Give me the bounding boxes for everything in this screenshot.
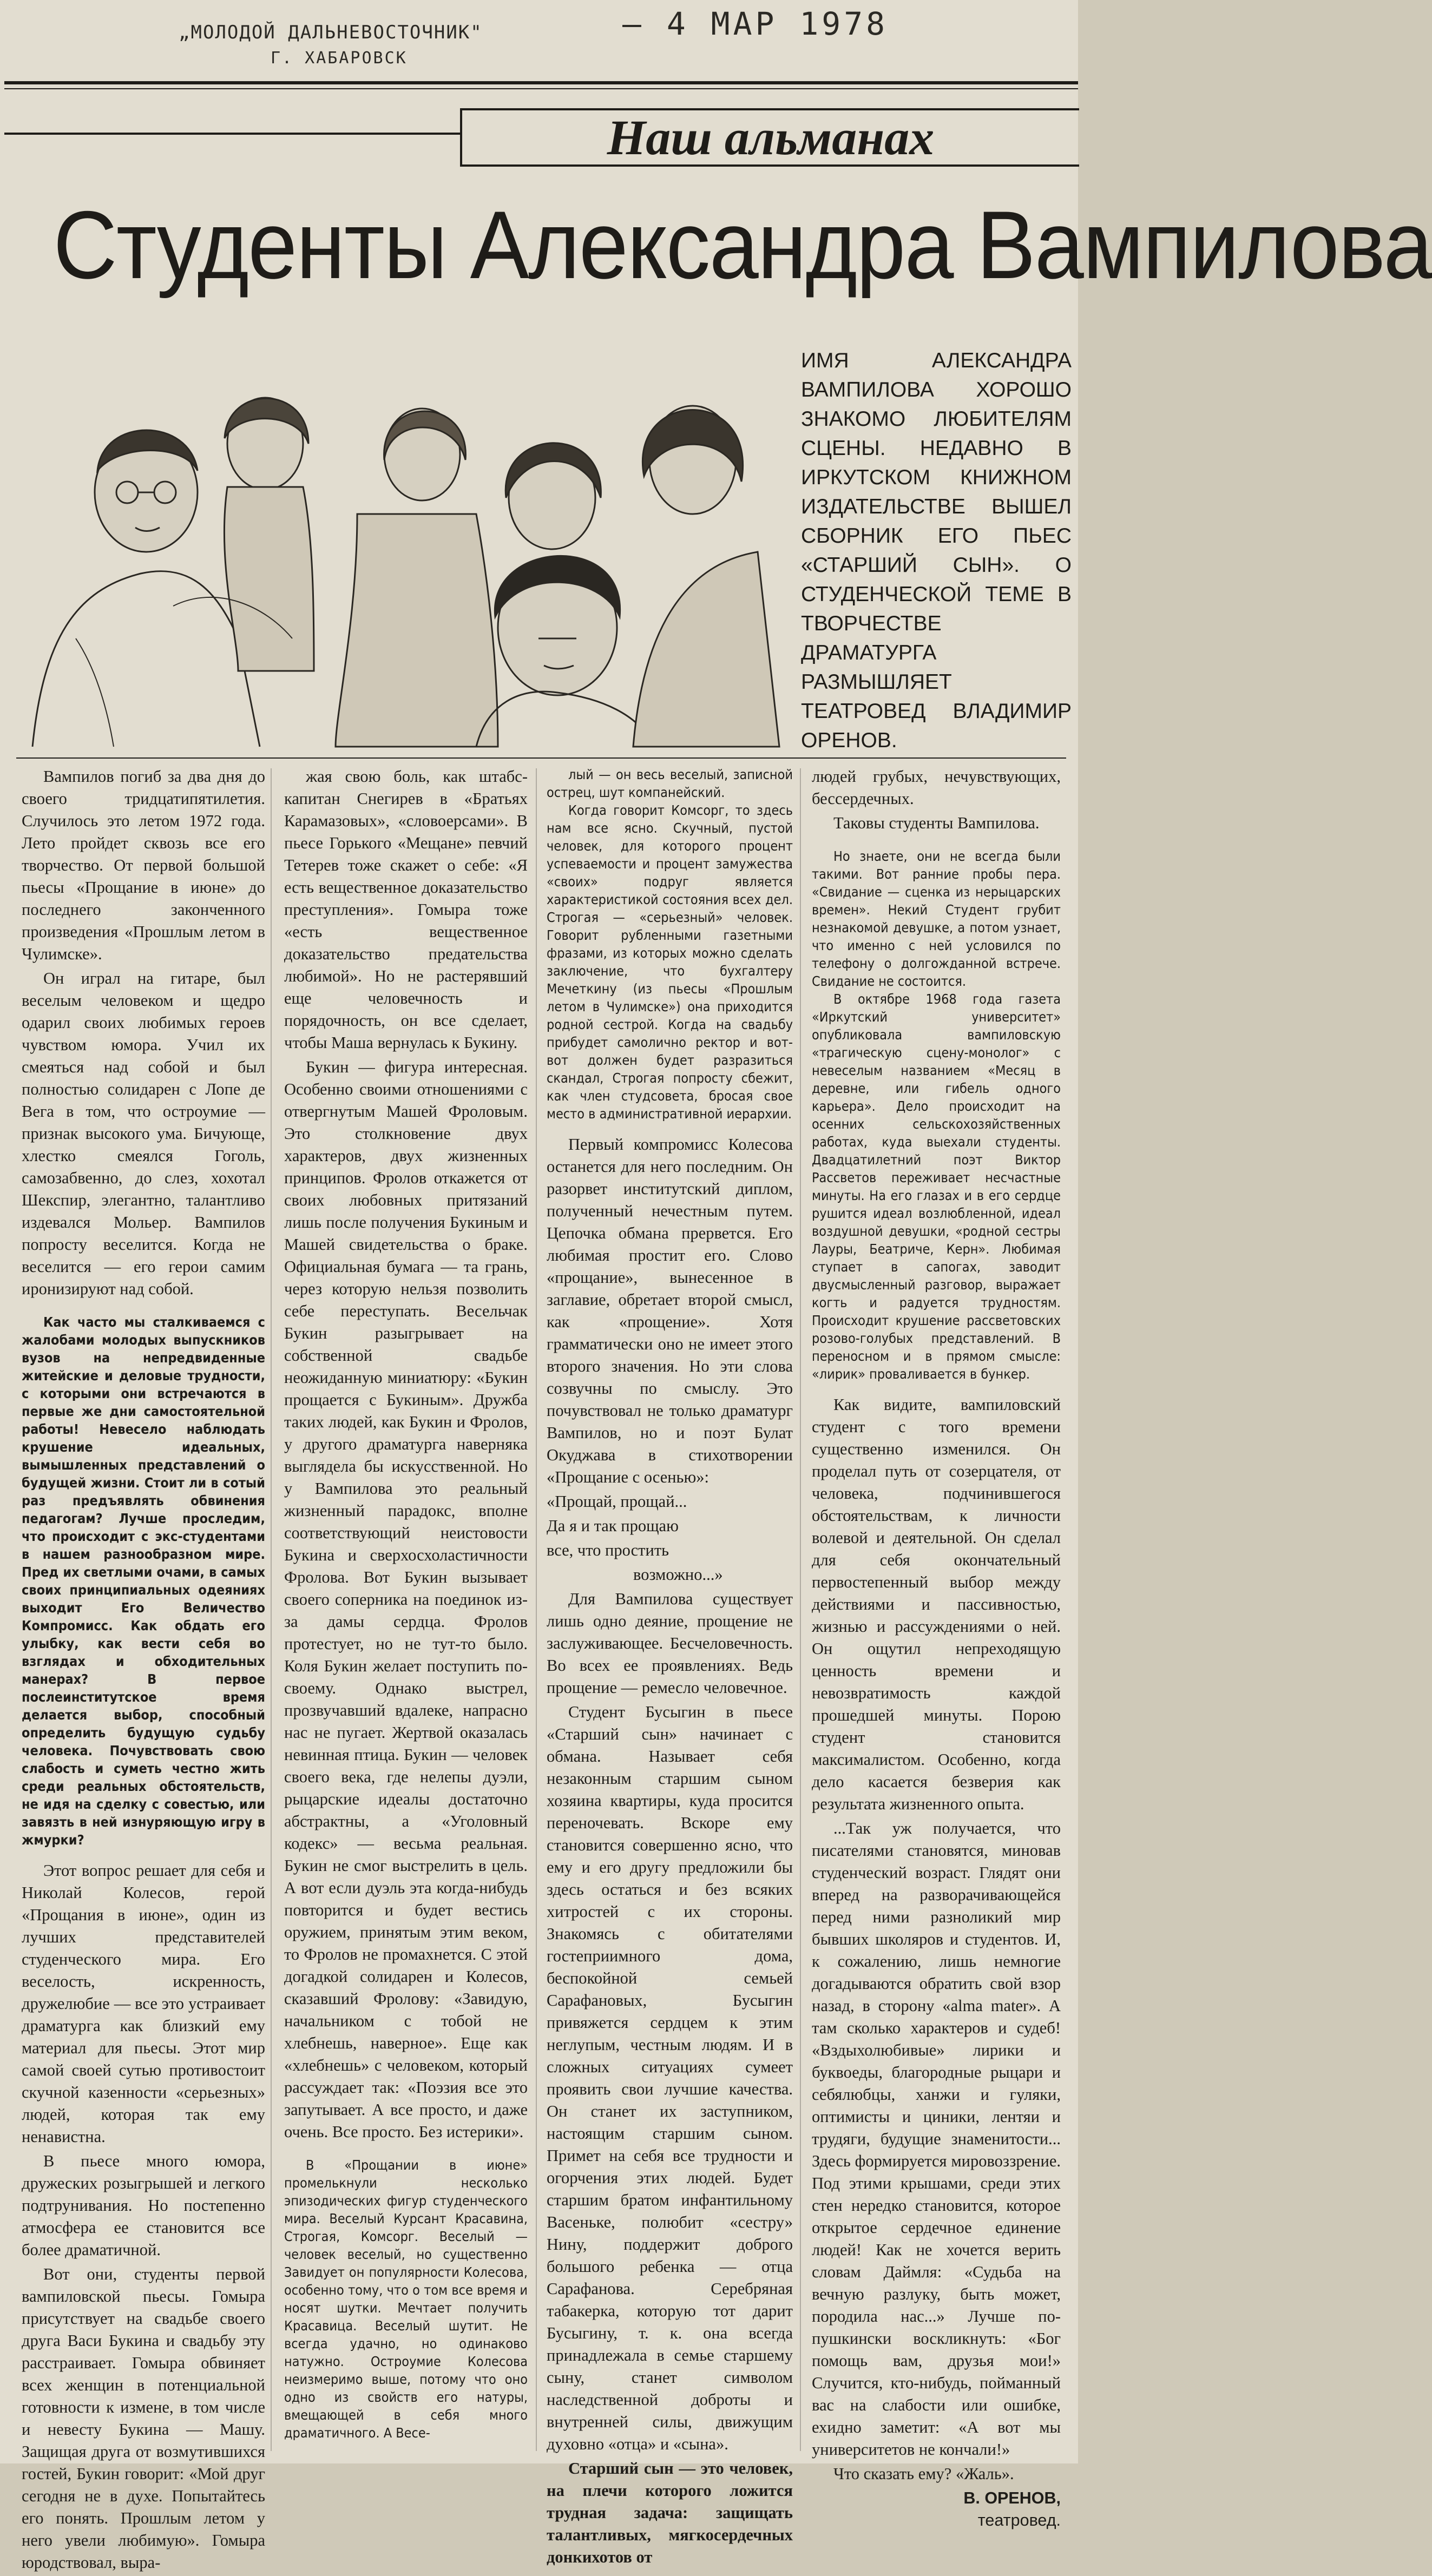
- section-rubric: Наш альманах: [460, 108, 1079, 167]
- inset-paragraph: Как часто мы сталкиваемся с жалобами молодых выпускников вузов на непредвиденные житейские и деловые трудности, с которыми они встречаются в первые же дни самостоятельной работы! Невесело наблюдать крушение идеальных, вымышленных представлений о будущей жизни. Стоит ли в сотый раз предъявлять обвинения педагогам? Лучше проследим, что происходит с экс-студентами в нашем разнообразном мире. Пред их светлыми очами, в самых своих принципиальных одеяниях выходит Его Величество Компромисс. Как обдать его улыбку, как вести себя во взглядах и обходительных манерах? В первое послеинститутское время делается выбор, способный определить будущую судьбу человека. Почувствовать свою слабость и суметь честно жить среди реальных обстоятельств, не идя на сделку с совестью, или завязть в ней изнуряющую игру в жмурки?: [22, 1314, 265, 1848]
- paragraph: В пьесе много юмора, дружеских розыгрышей и легкого подтрунивания. Но постепенно атмосфера ее становится все более драматичной.: [22, 2152, 265, 2259]
- verse-line: возможно...»: [633, 1565, 723, 1584]
- date-stamp: — 4 МАР 1978: [622, 5, 889, 42]
- paragraph: Вот они, студенты первой вампиловской пьесы. Гомыра присутствует на свадьбе своего друга Васи Букина и свадьбу эту расстраивает. Гомыра обвиняет всех женщин в потенциальной готовности к измене, в том числе и невесту Букина — Машу. Защищая друга от возмутившихся гостей, Букин говорит: «Мой друг сегодня не в духе. Попытайтесь его понять. Прошлым летом у него увели любимую». Гомыра юродствовал, выра-: [22, 2265, 265, 2572]
- newspaper-stamp: „МОЛОДОЙ ДАЛЬНЕВОСТОЧНИК": [179, 22, 483, 43]
- paragraph: Он играл на гитаре, был веселым человеком и щедро одарил своих любимых героев чувством юмора. Учил их смеяться над собой и был полностью солидарен с Лопе де Вега в том, что остроумие — признак высокого ума. Бичующе, хлестко смеялся Гоголь, самозабвенно, до слез, хохотал Шекспир, элегантно, талантливо издевался Мольер. Вампилов попросту веселится. Когда не веселится — его герои самим иронизируют над собой.: [22, 969, 265, 1298]
- column-2: [284, 766, 528, 2442]
- paragraph: Этот вопрос решает для себя и Николай Колесов, герой «Прощания в июне», один из лучших представителей студенческого мира. Его веселость, искренность, дружелюбие — все это устраивает драматурга как близкий ему материал для пьесы. Этот мир самой своей сутью противостоит скучной казенности «серьезных» людей, которая так ему ненавистна.: [22, 1861, 265, 2146]
- paragraph: Старший сын — это человек, на плечи которого ложится трудная задача: защищать талантливых, мягкосердечных донкихотов от: [547, 2459, 793, 2566]
- column-3: [547, 766, 793, 2571]
- verse-line: Да я и так прощаю: [547, 1517, 679, 1535]
- paragraph: ...Так уж получается, что писателями становятся, миновав студенческий возраст. Глядят они вперед на разворачивающейся перед ними разноликий мир бывших школяров и студентов. И, к сожалению, лишь немногие догадываются обратить свой взор назад, в сторону «alma mater». А там сколько характеров и судеб! «Вздыхолюбивые» лирики и буквоеды, благородные рыцари и себялюбцы, ханжи и гуляки, оптимисты и циники, лентяи и трудяги, будущие знаменитости... Здесь формируется мировоззрение. Под этими крышами, среди этих стен нередко становится, которое открытое сердечное единение людей! Как не хочется верить словам Даймля: «Судьба на вечную разлуку, быть может, породила нас...» Лучше по-пушкински воскликнуть: «Бог помощь вам, друзья мои!» Случится, кто-нибудь, пойманный вас на слабости или ошибке, ехидно заметит: «А вот мы университетов не кончали!»: [812, 1819, 1061, 2459]
- column-4: [812, 766, 1061, 2532]
- rubric-rule: [4, 133, 460, 135]
- column-1: [22, 766, 265, 2576]
- paragraph: Что сказать ему? «Жаль».: [833, 2465, 1014, 2483]
- paragraph: Таковы студенты Вампилова.: [833, 814, 1040, 832]
- verse-line: все, что простить: [547, 1541, 669, 1559]
- inset-paragraph: В «Прощании в июне» промелькнули несколько эпизодических фигур студенческого мира. Веселый Курсант Красавина, Строгая, Комсорг. Веселый — человек веселый, но существенно Завидует он популярности Колесова, особенно тому, что о том все время и носят шутки. Мечтает получить Красавица. Веселый шутит. Не всегда удачно, но одинаково натужно. Остроумие Колесова неизмеримо выше, потому что оно одно из свойств его натуры, вмещающей в себя много драматичного. А Весе-: [284, 2157, 528, 2441]
- paragraph: Букин — фигура интересная. Особенно своими отношениями с отвергнутым Машей Фроловым. Это столкновение двух характеров, двух жизненных принципов. Фролов откажется от своих любовных притязаний лишь после получения Букиным и Машей свидетельства о браке. Официальная бумага — та грань, через которую нельзя позволить себе переступать. Весельчак Букин разыгрывает на собственной свадьбе неожиданную миниатюру: «Букин прощается с Букиным». Дружба таких людей, как Букин и Фролов, у другого драматурга наверняка выглядела бы искусственной. Но у Вампилова это реальный жизненный парадокс, вполне соответствующий неистовости Букина и сверхосхоластичности Фролова. Вот Букин вызывает своего соперника на поединок из-за дамы сердца. Фролов протестует, но не тут-то было. Коля Букин желает поступить по-своему. Однако выстрел, прозвучавший вдалеке, напрасно нас не пугает. Жертвой оказалась невинная птица. Букин — человек своего века, где нелепы дуэли, рыцарские идеалы достаточно абстрактны, а «Уголовный кодекс» — весьма реальная. Букин не смог выстрелить в цель. А вот если дуэль эта когда-нибудь повторится и будет вестись оружием, принятым этим веком, то Фролов не промахнется. С этой догадкой солидарен и Колесов, сказавший Фролову: «Завидую, начальником с тобой не хлебнешь, наверное». Еще как «хлебнешь» с человеком, который рассуждает так: «Поэзия все это запутывает. А все просто, и даже очень. Все просто. Без истерики».: [284, 1058, 528, 2141]
- author-signature: В. ОРЕНОВ,: [963, 2489, 1061, 2507]
- paragraph: Как видите, вампиловский студент с того времени существенно изменился. Он проделал путь от созерцателя, от человека, подчинившегося обстоятельствам, к личности волевой и деятельной. Он сделал для себя окончательный первостепенный выбор между действиями и пассивностью, жизнью и рассуждениями о ней. Он ощутил непреходящую ценность времени и невозвратимость каждой прошедшей минуты. Порою студент становится максималистом. Особенно, когда дело касается безверия как результата жизненного опыта.: [812, 1395, 1061, 1813]
- top-rule-thin: [4, 88, 1078, 89]
- paragraph: Вампилов погиб за два дня до своего тридцатипятилетия. Случилось это летом 1972 года. Лето пройдет сквозь все его творчество. От первой большой пьесы «Прощание в июне» до последнего законченного произведения «Прошлым летом в Чулимске».: [22, 767, 265, 963]
- verse-line: «Прощай, прощай...: [547, 1492, 687, 1511]
- inset-paragraph: Но знаете, они не всегда были такими. Вот ранние пробы пера. «Свидание — сценка из нерыцарских времен». Некий Студент грубит незнакомой девушке, а потом узнает, что именно с ней условился по телефону о долгожданной встрече. Свидание не состоится. В октябре 1968 года газета «Иркутский университет» опубликовала вампиловскую «трагическую сцену-монолог» с невеселым названием «Месяц в деревне, или гибель одного карьера». Дело происходит на осенних сельскохозяйственных работах, куда выехали студенты. Двадцатилетний поэт Виктор Рассветов переживает несчастные минуты. На его глазах и в его сердце рушится идеал возлюбленной, идеал воздушной девушки, «родной сестры Лауры, Беатриче, Керн». Любимая ступает в сапогах, заводит двусмысленный разговор, выражает когть и радуется трудностям. Происходит крушение рассветовских розово-голубых представлений. В переносном и в прямом смысле: «лирик» проваливается в бункер.: [812, 848, 1061, 1382]
- article-lead: ИМЯ АЛЕКСАНДРА ВАМПИЛОВА ХОРОШО ЗНАКОМО ЛЮБИТЕЛЯМ СЦЕНЫ. НЕДАВНО В ИРКУТСКОМ КНИЖНОМ ИЗДАТЕЛЬСТВЕ ВЫШЕЛ СБОРНИК ЕГО ПЬЕС «СТАРШИЙ СЫН». О СТУДЕНЧЕСКОЙ ТЕМЕ В ТВОРЧЕСТВЕ ДРАМАТУРГА РАЗМЫШЛЯЕТ ТЕАТРОВЕД ВЛАДИМИР ОРЕНОВ.: [801, 349, 1072, 752]
- author-title: театровед.: [977, 2511, 1061, 2529]
- paragraph: жая свою боль, как штабс-капитан Снегирев в «Братьях Карамазовых», «словоерсами». В пьесе Горького «Мещане» певчий Тетерев тоже скажет о себе: «Я есть вещественное доказательство преступления». Гомыра тоже «есть вещественное доказательство предательства любимой». Но не растерявший еще человечность и порядочность, он все сделает, чтобы Маша вернулась к Букину.: [284, 767, 528, 1052]
- body-rule: [16, 757, 1066, 759]
- paragraph: людей грубых, нечувствующих, бессердечных.: [812, 767, 1061, 808]
- paragraph: Первый компромисс Колесова останется для него последним. Он разорвет институтский диплом, полученный нечестным путем. Цепочка обмана прервется. Его любимая простит его. Слово «прощание», вынесенное в заглавие, обретает второй смысл, как «прощение». Хотя грамматически оно не имеет этого второго значения. Но эти слова созвучны по смыслу. Это почувствовал не только драматург Вампилов, но и поэт Булат Окуджава в стихотворении «Прощание с осенью»:: [547, 1135, 793, 1486]
- article-headline: Студенты Александра Вампилова: [53, 191, 1432, 299]
- paragraph: Для Вампилова существует лишь одно деяние, прощение не заслуживающее. Бесчеловечность. Во всех ее проявлениях. Ведь прощение — ремесло человечное.: [547, 1590, 793, 1697]
- top-rule: [4, 81, 1078, 84]
- city-stamp: Г. ХАБАРОВСК: [271, 49, 408, 68]
- students-illustration: [11, 335, 779, 752]
- inset-paragraph: лый — он весь веселый, записной острец, шут компанейский. Когда говорит Комсорг, то здесь нам все ясно. Скучный, пустой человек, для которого процент успеваемости и процент замужества «своих» подруг является характеристикой состояния всех дел. Строгая — «серьезный» человек. Говорит рубленными газетными фразами, из которых можно сделать заключение, что бухгалтеру Мечеткину (из пьесы «Прошлым летом в Чулимске») она приходится родной сестрой. Когда на свадьбу прибудет самолично ректор и вот-вот должен будет разразиться скандал, Строгая попросту сбежит, как член студсовета, бросая свое место в административной иерархии.: [547, 767, 793, 1122]
- paragraph: Студент Бусыгин в пьесе «Старший сын» начинает с обмана. Называет себя незаконным старшим сыном хозяина квартиры, куда просится переночевать. Вскоре ему становится совершенно ясно, что ему и его другу предложили бы здесь остаться и без всяких хитростей с их стороны. Знакомясь с обитателями гостеприимного дома, беспокойной семьей Сарафановых, Бусыгин привяжется сердцем к этим неглупым, честным людям. И в сложных ситуациях сумеет проявить свои лучшие качества. Он станет их заступником, настоящим старшим сыном. Примет на себя все трудности и огорчения этих людей. Будет старшим братом инфантильному Васеньке, полюбит «сестру» Нину, поддержит доброго большого ребенка — отца Сарафанова. Серебряная табакерка, которую тот дарит Бусыгину, т. к. она всегда принадлежала в семье старшему сыну, станет символом наследственной доброты и внутренней силы, движущим духовно «отца» и «сына».: [547, 1703, 793, 2453]
